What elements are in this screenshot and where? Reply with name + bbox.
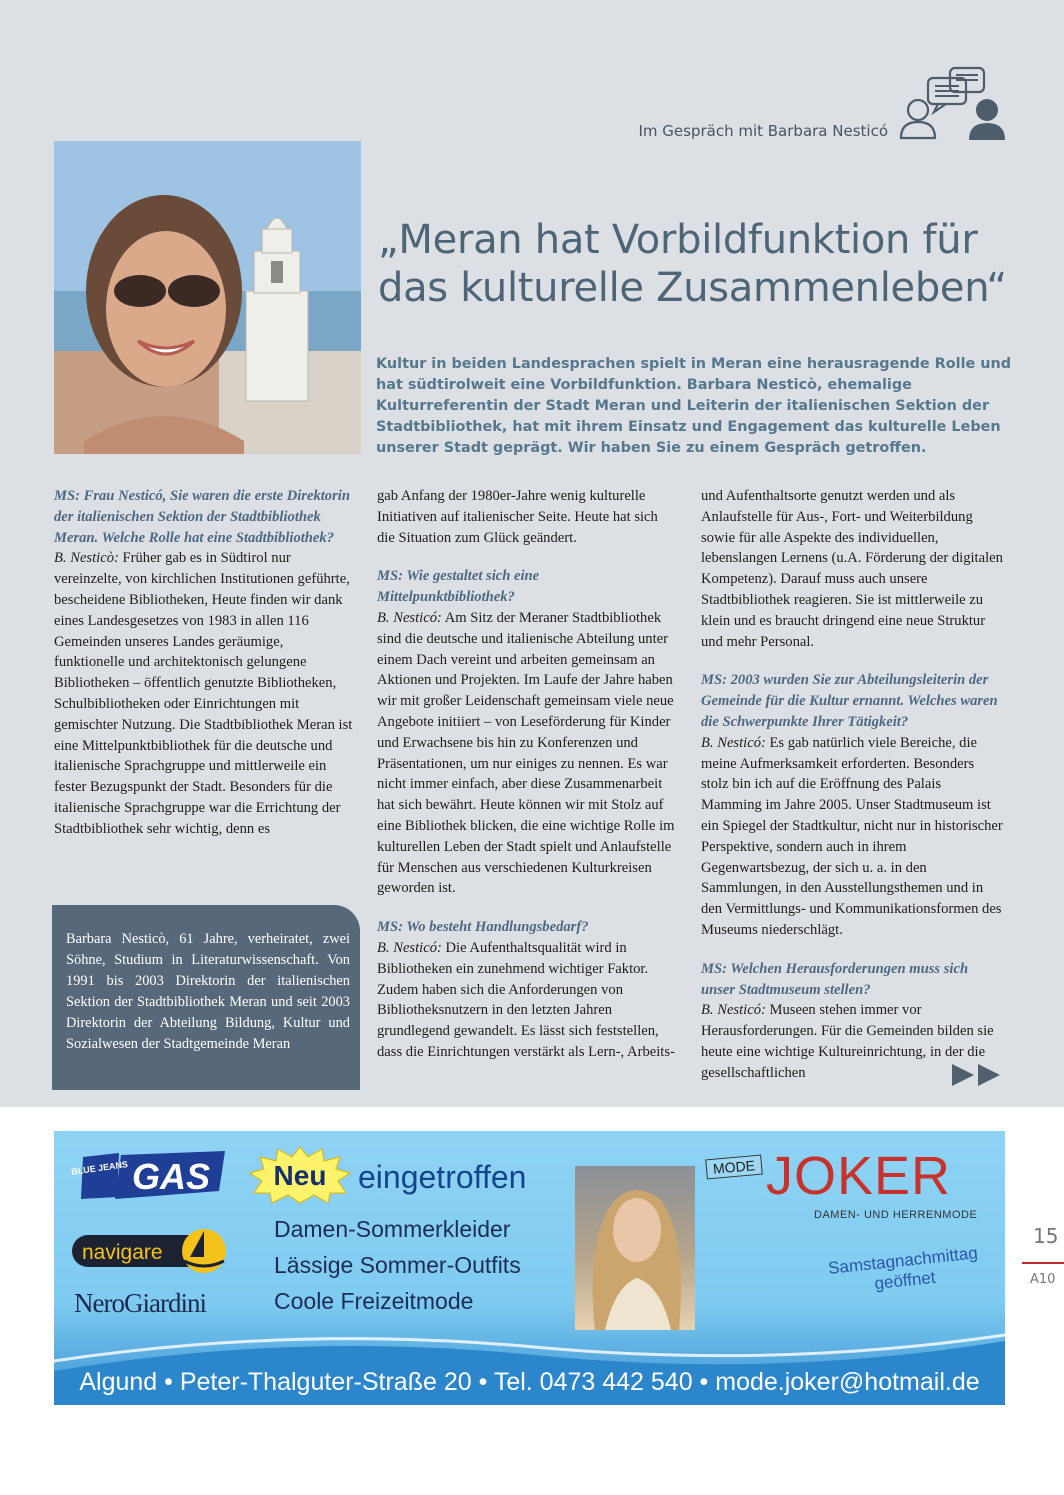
speaker-label: B. Nesticó:: [701, 734, 766, 751]
navigare-logo-text: navigare: [82, 1241, 163, 1264]
lead-paragraph: Kultur in beiden Landesprachen spielt in Meran eine herausragende Rolle und hat südtirolweit eine Vorbildfunktion. Barbara Nesticò, ehemalige Kulturreferentin der Stadt Meran und Leiterin der italienischen Sektion der Stadtbibliothek, hat mit ihrem Einsatz und Engagement das kulturelle Leben unserer Stadt geprägt. Wir haben Sie zu einem Gespräch getroffen.: [376, 356, 1012, 456]
section-kicker: Im Gespräch mit Barbara Nesticó: [638, 122, 888, 140]
ad-list-item: Lässige Sommer-Outfits: [274, 1252, 521, 1278]
article-column-1: [54, 486, 356, 858]
bio-box: Barbara Nesticò, 61 Jahre, verheiratet, zwei Söhne, Studium in Literaturwissenschaft. Von 1991 bis 2003 Direktorin der italienischen Sektion der Stadtbibliothek Meran und seit 2003 Direktorin der Abteilung Bildung, Kultur und Sozialwesen der Stadtgemeinde Meran: [52, 905, 360, 1090]
answer-text: Die Aufenthaltsqualität wird in Bibliotheken ein zunehmend wichtiger Faktor. Zudem haben sich die Anforderungen von Bibliotheksnutzern in den letzten Jahren grundlegend gewandelt. Es lässt sich feststellen, dass die Einrichtungen verstärkt als Lern-, Arbeits-: [377, 939, 675, 1060]
portrait-photo: [54, 141, 361, 454]
ad-list-item: Damen-Sommerkleider: [274, 1216, 511, 1242]
joker-logo: JOKER: [766, 1146, 952, 1206]
qa-block: [377, 917, 679, 1063]
joker-subtitle: DAMEN- UND HERRENMODE: [814, 1209, 978, 1221]
neu-starburst: [248, 1145, 352, 1205]
ad-contact-line: Algund • Peter-Thalguter-Straße 20 • Tel. 0473 442 540 • mode.joker@hotmail.de: [79, 1368, 980, 1396]
speaker-label: B. Nesticó:: [377, 939, 442, 956]
page-section-code: A10: [1030, 1272, 1056, 1287]
headline-line-1: „Meran hat Vorbildfunktion für: [378, 217, 978, 263]
interview-question: MS: Frau Nesticó, Sie waren die erste Direktorin der italienischen Sektion der Stadtbibliothek Meran. Welche Rolle hat eine Stadtbibliothek?: [54, 488, 350, 546]
qa-block: [377, 566, 679, 899]
article-column-2: [377, 486, 679, 1081]
speaker-label: B. Nesticò:: [54, 550, 119, 567]
answer-text: Museen stehen immer vor Herausforderungen. Für die Gemeinden bilden sie heute eine wichtige Kultureinrichtung, in der die gesellschaftlichen: [701, 1002, 994, 1081]
advertisement-banner[interactable]: [54, 1131, 1005, 1405]
answer-continuation: und Aufenthaltsorte genutzt werden und als Anlaufstelle für Aus-, Fort- und Weiterbildung sowie für alle Aspekte des individuellen, lebenslangen Lernens (u.A. Förderung der digitalen Kompetenz). Darauf muss auch unsere Stadtbibliothek reagieren. Sie ist mittlerweile zu klein und es braucht dringend eine neue Struktur und mehr Personal.: [701, 488, 1003, 650]
qa-block: [54, 486, 356, 840]
headline: [378, 216, 1018, 312]
model-photo: [575, 1166, 695, 1330]
conversation-icon: [898, 66, 1010, 146]
navigare-logo: [72, 1221, 230, 1279]
page-number-rule: [1022, 1262, 1064, 1264]
answer-continuation: gab Anfang der 1980er-Jahre wenig kulturelle Initiativen auf italienischer Seite. Heute hat sich die Situation zum Glück geändert.: [377, 488, 658, 546]
answer-text: Früher gab es in Südtirol nur vereinzelte, von kirchlichen Institutionen geführte, bescheidene Bibliotheken, Heute finden wir dank eines Landesgesetzes von 1983 in allen 116 Gemeinden unseres Landes geräumige, funktionelle und architektonisch gelungene Bibliotheken – öffentlich genutzte Bibliotheken, Schulbibliotheken oder Einrichtungen mit gemischter Nutzung. Die Stadtbibliothek Meran ist eine Mittelpunktbibliothek für die deutsche und italienische Sprachgruppe und mittlerweile ein fester Bezugspunkt der Stadt. Besonders für die italienische Sprachgruppe war die Errichtung der Stadtbibliothek sehr wichtig, denn es: [54, 550, 353, 837]
ad-list-item: Coole Freizeitmode: [274, 1288, 474, 1314]
answer-text: Es gab natürlich viele Bereiche, die meine Aufmerksamkeit erforderten. Besonders stolz bin ich auf die Eröffnung des Palais Mamming im Jahre 2005. Unser Stadtmuseum ist ein Spiegel der Stadtkultur, nicht nur in historischer Perspektive, sondern auch in ihrem Gegenwartsbezug, der sich u. a. in den Sammlungen, in den Ausstellungsthemen und in den Vermittlungs- und Kommunikationsformen des Museums niederschlägt.: [701, 734, 1003, 938]
double-arrow-right-icon[interactable]: [950, 1063, 1002, 1087]
interview-question: MS: Wo besteht Handlungsbedarf?: [377, 919, 589, 936]
saturday-notice: Samstagnachmittag geöffnet: [827, 1243, 979, 1294]
article-column-3: [701, 486, 1003, 1102]
speaker-label: B. Nesticó:: [377, 609, 442, 626]
gas-logo: [70, 1151, 229, 1201]
page-number: 15: [1033, 1224, 1059, 1248]
speaker-label: B. Nesticó:: [701, 1002, 766, 1019]
answer-text: Am Sitz der Meraner Stadtbibliothek sind die deutsche und italienische Abteilung unter einem Dach vereint und arbeiten gemeinsam an Aktionen und Projekten. Im Laufe der Jahre haben wir mit großer Leidenschaft gemeinsam viele neue Angebote initiiert – von Leseförderung für Kinder und Erwachsene bis hin zu Konferenzen und Präsentationen, um nur einiges zu nennen. Es war nicht immer einfach, aber diese Zusammenarbeit hat sich bewährt. Heute können wir mit Stolz auf eine Bibliothek blicken, die eine wichtige Rolle im kulturellen Leben der Stadt spielt und Anlaufstelle für Menschen aus verschiedenen Kulturkreisen geworden ist.: [377, 609, 675, 897]
nerogiardini-logo: NeroGiardini: [74, 1288, 206, 1318]
ad-product-list: [274, 1211, 521, 1319]
interview-question: MS: Wie gestaltet sich eine Mittelpunktbibliothek?: [377, 568, 540, 606]
interview-question: MS: 2003 wurden Sie zur Abteilungsleiterin der Gemeinde für die Kultur ernannt. Welches waren die Schwerpunkte Ihrer Tätigkeit?: [701, 672, 998, 730]
gas-logo-small: BLUE JEANS: [70, 1159, 129, 1177]
gas-logo-text: GAS: [131, 1156, 211, 1197]
neu-headline-rest: eingetroffen: [358, 1159, 527, 1195]
neu-label: Neu: [273, 1160, 327, 1191]
qa-block: [701, 670, 1003, 940]
interview-question: MS: Welchen Herausforderungen muss sich unser Stadtmuseum stellen?: [701, 960, 969, 998]
headline-line-2: das kulturelle Zusammenleben“: [378, 265, 1007, 311]
mode-label: MODE: [705, 1155, 763, 1180]
